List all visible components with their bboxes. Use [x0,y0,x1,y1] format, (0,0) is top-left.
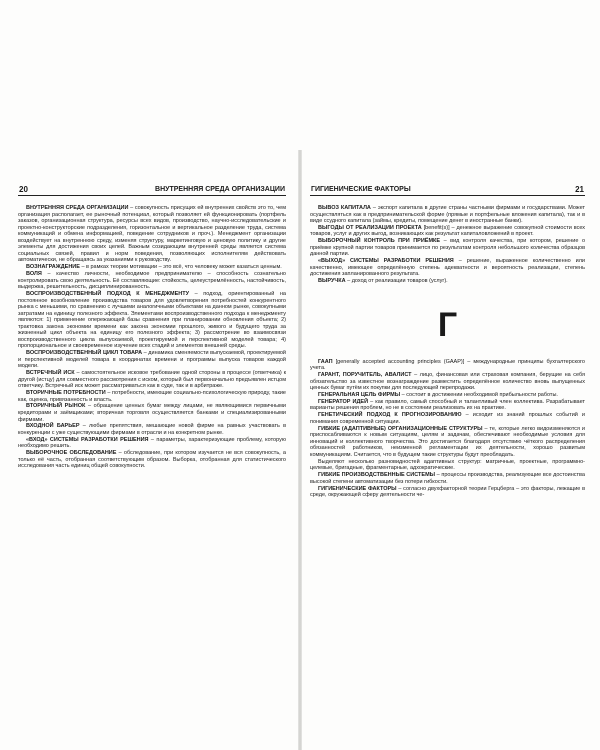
right-page [310,183,585,499]
dictionary-entry [18,264,286,271]
entry-term: ВЫБОРОЧНЫЙ КОНТРОЛЬ ПРИ ПРИЁМКЕ [318,238,441,245]
entry-term: ВЫВОЗ КАПИТАЛА [318,205,371,211]
dictionary-entry [18,403,286,423]
dictionary-entry [310,278,585,285]
right-page-body [310,196,585,499]
entry-definition: – исходит из знаний прошлых событий и понимания современной ситуации. [310,412,585,425]
entry-term: ВЫБОРОЧНОЕ ОБСЛЕДОВАНИЕ [26,450,117,457]
right-page-number: 21 [575,185,584,194]
entry-definition: – совокупность присущих ей внутренних свойств это то, чем организация располагает, ее рыночный потенциал, который позволяет ей функционировать (портфель заказов, организационная структура, ресурсы всех видов, производство, научно-исследовательские и проектно-конструкторские подразделения, горизонтальное и вертикальное разделение труда, система коммуникаций и обмена информацией, поведение сотрудников и проч.). Менеджмент организации воздействует на внутреннюю среду, изменяя структуру, маркетинговую и ценовую политику и другие элементы для достижения своих целей. Важным созидающим внутренней среды является система социальных связей, правил и норм поведения, позволяющих исполнителям действовать автоматически, не обращаясь за указаниями к руководству. [18,205,286,264]
dictionary-entry [310,258,585,278]
entry-definition: – любые препятствия, мешающие новой фирме на равных участвовать в конкуренции с уже существующими фирмами в отрасли и на конкретном рынке. [18,423,286,436]
entry-definition: – как правило, самый способный и талантливый член коллектива. Разрабатывает варианты решения проблем, но не в состоянии реализовать их на практике. [310,398,586,412]
dictionary-entry [310,205,585,225]
entry-definition: – параметры, характеризующие проблему, которую необходимо решить. [18,436,286,450]
dictionary-entry [18,450,286,470]
dictionary-entry [310,486,585,499]
entry-term: ВОСПРОИЗВОДСТВЕННЫЙ ЦИКЛ ТОВАРА [26,350,143,357]
entry-definition: – подход, ориентированный на постоянное возобновление производства товаров для удовлетворения потребностей конкурентного рынка с меньшими, по сравнению с лучшими аналогичными объектами на данном рынке, совокупными затратами на единицу полезного эффекта. Элементами воспроизводственного подхода к менеджменту являются: 1) применение опережающей базы сравнения при планировании обновления объекта; 2) трактовка закона экономии времени как закона экономии прошлого, живого и будущего труда за жизненный цикл объекта на единицу его полезного эффекта; 3) рассмотрение во взаимосвязи воспроизводственного цикла выпускаемой, проектируемой и перспективной моделей товара; 4) пропорциональное и своевременное изучение всех стадий и элементов внешней среды. [18,291,286,350]
entry-definition: – решение, выраженное количественно или качественно, имеющее определённую степень адекватности и вероятность реализации, степень достижения запланированного результата. [310,258,585,278]
entry-definition: – доход от реализации товаров (услуг). [345,278,448,285]
dictionary-entry [310,472,585,485]
entry-term: «ВЫХОД» СИСТЕМЫ РАЗРАБОТКИ РЕШЕНИЯ [318,258,454,265]
entry-term: ВОСПРОИЗВОДСТВЕННЫЙ ПОДХОД К МЕНЕДЖМЕНТУ [26,291,189,297]
entry-definition: – вид контроля качества, при котором, решение о приёмке крупной партии товаров принимается по результатам контроля небольшого количества образцов данной партии. [310,238,586,258]
right-running-head: ГИГИЕНИЧЕСКИЕ ФАКТОРЫ [311,186,411,193]
entry-definition: – динамика сменяемости выпускаемой, проектируемой и перспективной моделей товара в координатах времени и программы выпуска товаров каждой модели. [18,350,286,370]
dictionary-entry [310,392,585,399]
dictionary-entry [18,350,286,370]
entry-term: ВЫРУЧКА [318,278,346,285]
entry-definition: – в рамках теории мотивации – это всё, что человеку может казаться ценным. [79,264,282,271]
entry-term: «ВХОД» СИСТЕМЫ РАЗРАБОТКИ РЕШЕНИЯ [26,436,149,443]
entry-term: ГААП [318,358,333,365]
book-gutter [298,150,302,750]
dictionary-entry [310,359,585,372]
entry-term: ВНУТРЕННЯЯ СРЕДА ОРГАНИЗАЦИИ [26,205,129,211]
entry-definition: [generally accepted accounting principles (GAAP)] – международные принципы бухгалтерского учета. [310,358,585,372]
entry-definition: – экспорт капитала в другие страны частными фирмами и государствами. Может осуществляться как в предпринимательской форме (прямые и портфельные вложения капитала), так и в виде ссудного капитала (займы, кредиты, помещение денег в иностранные банки). [310,205,585,225]
entry-definition: – лицо, финансовая или страховая компания, берущие на себя обязательство за известное вознаграждение разместить определённое количество вновь выпущенных ценных бумаг путём их покупки для последующей перепродажи. [310,372,586,392]
dictionary-entry [18,370,286,390]
entry-term: ВЫГОДЫ ОТ РЕАЛИЗАЦИИ ПРОЕКТА [318,224,422,231]
section-letter: Г [437,305,458,344]
entry-term: ВСТРЕЧНЫЙ ИСК [26,370,75,377]
dictionary-entry [310,238,585,258]
dictionary-entry [310,426,585,459]
dictionary-entry [310,412,585,425]
entry-definition: – качество личности, необходимое предпринимателю – способность сознательно контролировать свою деятельность. Её составляющие: стойкость, целеустремлённость, настойчивость, выдержка, решительность, дисциплинированность. [18,271,286,291]
entry-term: ВТОРИЧНЫЕ ПОТРЕБНОСТИ [26,390,106,397]
entry-term: ВОЛЯ [26,271,42,278]
dictionary-entry [18,271,286,291]
dictionary-entry [18,390,286,403]
entry-definition: – согласно двухфакторной теории Герцберга – это факторы, лежащие в среде, окружающей сферу деятельности че- [310,485,586,499]
right-running-header [310,183,585,196]
right-entries-before [310,205,585,285]
entry-term: ГЕНЕРАЛЬНАЯ ЦЕЛЬ ФИРМЫ [318,392,401,399]
right-entries-after [310,359,585,499]
entry-term: ВОЗНАГРАЖДЕНИЕ [26,264,80,271]
entry-definition: – потребности, имеющие социально-психологическую природу, такие как, оценка, привязанность и власть. [18,390,286,403]
entry-definition: – те, которые легко видоизменяются и приспосабливаются к новым ситуациям, целям и задачам, обеспечивают необходимые условия для инноваций и коллективного творчества. Это достигается благодаря отсутствию чёткого распределения обязанностей работников, неизменной регламентации их деятельности, хорошо развитым коммуникациям. Считается, что в будущем такие структуры будут преобладать. [310,425,586,458]
dictionary-entry [310,225,585,238]
dictionary-entry [310,399,585,412]
left-page [18,183,286,470]
entry-definition: – самостоятельное исковое требование одной стороны в процессе (ответчика) к другой (истцу) для совместного рассмотрения с иском, который был первоначально предъявлен истцом ответчику. Встречный иск может рассматриваться как в суде, так и в арбитраже. [18,370,287,390]
entry-definition: – процессы производства, реализующие все достоинства высокой степени автоматизации без потери гибкости. [310,472,585,485]
entry-term: ГАРАНТ, ПОРУЧИТЕЛЬ, АВАЛИСТ [318,372,412,379]
entry-term: ГИГИЕНИЧЕСКИЕ ФАКТОРЫ [318,485,397,492]
entry-definition: Выделяют несколько разновидностей адаптивных структур: матричные, проектные, программно-целевые, бригадные, фрагментарные, адхократические. [310,458,585,472]
dictionary-entry [310,372,585,392]
entry-definition: – обращение ценных бумаг между лицами, не являющимися первичными кредиторами и заёмщиками; вторичная торговля осуществляется банками и специализированными фирмами. [18,403,286,423]
entry-term: ГИБКИЕ (АДАПТИВНЫЕ) ОРГАНИЗАЦИОННЫЕ СТРУКТУРЫ [318,425,483,432]
entry-term: ГЕНЕРАТОР ИДЕЙ [318,398,369,405]
dictionary-entry [18,205,286,264]
dictionary-entry [18,437,286,450]
left-running-header [18,183,286,196]
entry-term: ВХОДНОЙ БАРЬЕР [26,423,80,430]
dictionary-entry [18,423,286,436]
entry-definition: [benefit(s)] – денежное выражение совокупной стоимости всех товаров, услуг и других выгод, возникающих как результат капиталовложений в проект. [310,224,586,238]
entry-definition: – состоит в достижении необходимой прибыльности работы. [400,392,558,399]
entry-definition: – обследование, при котором изучается не вся совокупность, а только её часть, отобранная соответствующим образом. Выборка, отобранная для статистического исследования часть единиц общей совокупности. [18,450,286,470]
left-running-head: ВНУТРЕННЯЯ СРЕДА ОРГАНИЗАЦИИ [155,186,285,193]
left-page-number: 20 [19,185,28,194]
left-page-body [18,196,286,470]
entry-term: ГИБКИЕ ПРОИЗВОДСТВЕННЫЕ СИСТЕМЫ [318,472,436,479]
entry-term: ВТОРИЧНЫЙ РЫНОК [26,403,86,410]
dictionary-entry [18,291,286,350]
dictionary-entry [310,459,585,472]
entry-term: ГЕНЕТИЧЕСКИЙ ПОДХОД К ПРОГНОЗИРОВАНИЮ [318,412,462,419]
